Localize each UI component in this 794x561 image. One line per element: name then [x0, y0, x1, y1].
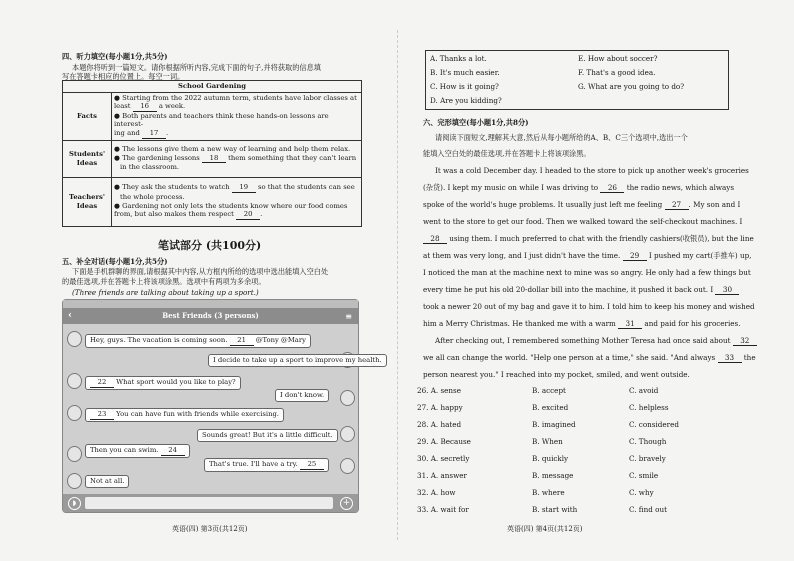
chat-input-bar [63, 494, 358, 512]
avatar-friend-c-3 [67, 473, 82, 489]
chat-message-4: I don't know. [275, 389, 329, 402]
chat-message-3: 22 What sport would you like to play? [85, 376, 241, 390]
blank-27[interactable]: 27 [665, 200, 689, 210]
passage-line-9: took a newer 20 out of my bag and gave it to him. I told him to keep his money and wished [423, 302, 755, 311]
passage-line-7: I noticed the man at the machine next to mine was so angry. He only had a few things but [423, 268, 751, 277]
choice-31-c[interactable]: C. smile [629, 471, 659, 480]
avatar-friend-b-4 [340, 458, 355, 474]
students-ideas-cell: ● The lessons give them a new way of learning and help them relax. ● The gardening lessons 18 them something that they can't learn in the classroom. [112, 140, 362, 177]
blank-32[interactable]: 32 [733, 336, 757, 346]
passage-line-4: went to the store to get our food. Then we walked toward the self-checkout machines. I [423, 217, 743, 226]
avatar-friend-c-2 [67, 405, 82, 421]
option-a: A. Thanks a lot. [430, 54, 487, 63]
page-footer-left: 英语(四) 第3页(共12页) [172, 525, 248, 533]
blank-28[interactable]: 28 [423, 234, 447, 244]
section6-instruction-line1: 请阅读下面短文,理解其大意,然后从每小题所给的A、B、C三个选项中,选出一个 [435, 133, 688, 142]
choice-28-a[interactable]: 28. A. hated [417, 420, 462, 429]
choice-32-b[interactable]: B. where [532, 488, 565, 497]
section6-title: 六、完形填空(每小题1分,共8分) [423, 118, 529, 127]
passage-line-1: It was a cold December day. I headed to the store to pick up another week's groceries [435, 166, 749, 175]
passage-line-11: After checking out, I remembered something Mother Teresa had once said about 32 [435, 336, 757, 346]
dialogue-options-box [425, 50, 729, 110]
table-title: School Gardening [63, 81, 362, 93]
avatar-friend-b-3 [340, 426, 355, 442]
avatar-friend-a [67, 331, 82, 347]
section4-instruction-line2: 写在答题卡相应的位置上。每空一词。 [62, 72, 185, 81]
section5-instruction-line1: 下面是手机群聊的界面,请根据其中内容,从方框内所给的选项中选出能填入空白处 [72, 267, 329, 276]
facts-cell: ● Starting from the 2022 autumn term, students have labor classes at least 16 a week. ● Both parents and teachers think these hands-on lessons are interest- ing and 17 . [112, 92, 362, 140]
choice-29-a[interactable]: 29. A. Because [417, 437, 471, 446]
school-gardening-table [62, 80, 362, 227]
choice-29-b[interactable]: B. When [532, 437, 563, 446]
choice-26-b[interactable]: B. accept [532, 386, 566, 395]
passage-line-12: we all can change the world. "Help one person at a time," she said. "And always 33 the [423, 353, 756, 362]
blank-20[interactable]: 20 [236, 210, 260, 220]
choice-27-b[interactable]: B. excited [532, 403, 569, 412]
blank-23[interactable]: 23 [90, 410, 114, 420]
passage-line-3: spoke of the world's huge problems. It usually just left me feeling 27 . My son and I [423, 200, 741, 209]
choice-30-b[interactable]: B. quickly [532, 454, 569, 463]
choice-31-b[interactable]: B. message [532, 471, 574, 480]
chat-message-2: I decide to take up a sport to improve my health. [208, 354, 387, 367]
option-g: G. What are you going to do? [578, 82, 685, 91]
blank-18[interactable]: 18 [202, 154, 226, 164]
choice-28-c[interactable]: C. considered [629, 420, 679, 429]
plus-icon[interactable]: + [340, 497, 353, 510]
written-part-heading: 笔试部分 (共100分) [158, 239, 262, 252]
choice-29-c[interactable]: C. Though [629, 437, 667, 446]
choice-31-a[interactable]: 31. A. answer [417, 471, 467, 480]
blank-31[interactable]: 31 [618, 319, 642, 329]
option-f: F. That's a good idea. [578, 68, 656, 77]
blank-26[interactable]: 26 [600, 183, 624, 193]
passage-line-10: him a Merry Christmas. He thanked me with a warm 31 and paid for his groceries. [423, 319, 741, 328]
choice-30-c[interactable]: C. bravely [629, 454, 666, 463]
facts-label: Facts [63, 92, 112, 140]
section6-instruction-line2: 能填入空白处的最佳选项,并在答题卡上将该项涂黑。 [423, 149, 591, 158]
blank-16[interactable]: 16 [133, 102, 157, 112]
teachers-ideas-cell: ● They ask the students to watch 19 so that the students can see the whole process. ● Gardening not only lets the students know where our food comes from, but also makes them respect 20 . [112, 177, 362, 226]
passage-line-2: (杂货). I kept my music on while I was driving to 26 the radio news, which always [423, 183, 735, 192]
blank-29[interactable]: 29 [623, 251, 647, 261]
avatar-friend-b-2 [340, 390, 355, 406]
blank-25[interactable]: 25 [300, 460, 324, 470]
passage-line-5: 28 using them. I much preferred to chat with the friendly cashiers(收银员), but the line [423, 234, 754, 244]
choice-33-a[interactable]: 33. A. wait for [417, 505, 469, 514]
choice-32-c[interactable]: C. why [629, 488, 654, 497]
passage-line-8: every time he put his old 20-dollar bill into the machine, it pushed it back out. I 30 [423, 285, 739, 295]
choice-32-a[interactable]: 32. A. how [417, 488, 456, 497]
voice-icon[interactable]: ◗ [68, 497, 81, 510]
status-bar [63, 300, 358, 308]
choice-28-b[interactable]: B. imagined [532, 420, 576, 429]
section5-title: 五、补全对话(每小题1分,共5分) [62, 257, 168, 266]
blank-21[interactable]: 21 [230, 336, 254, 346]
page-footer-right: 英语(四) 第4页(共12页) [507, 525, 583, 533]
section4-title: 四、听力填空(每小题1分,共5分) [62, 52, 168, 61]
teachers-ideas-label: Teachers' Ideas [63, 177, 112, 226]
choice-30-a[interactable]: 30. A. secretly [417, 454, 470, 463]
choice-26-c[interactable]: C. avoid [629, 386, 659, 395]
blank-33[interactable]: 33 [718, 353, 742, 363]
students-ideas-label: Students' Ideas [63, 140, 112, 177]
passage-line-13: person nearest you." I reached into my pocket, smiled, and went outside. [423, 370, 690, 379]
choice-33-b[interactable]: B. start with [532, 505, 578, 514]
blank-19[interactable]: 19 [232, 183, 256, 193]
choice-33-c[interactable]: C. find out [629, 505, 667, 514]
option-e: E. How about soccer? [578, 54, 658, 63]
right-page [397, 0, 794, 561]
chat-message-5: 23 You can have fun with friends while exercising. [85, 408, 284, 422]
choice-27-a[interactable]: 27. A. happy [417, 403, 463, 412]
chat-message-6: Sounds great! But it's a little difficult. [197, 429, 338, 442]
blank-17[interactable]: 17 [142, 129, 166, 139]
blank-22[interactable]: 22 [90, 378, 114, 388]
chat-message-1: Hey, guys. The vacation is coming soon. 21 @Tony @Mary [85, 334, 311, 348]
section5-context: (Three friends are talking about taking up a sport.) [72, 288, 259, 297]
avatar-friend-c [67, 373, 82, 389]
blank-30[interactable]: 30 [715, 285, 739, 295]
chat-message-9: Not at all. [85, 475, 129, 488]
chat-message-8: That's true. I'll have a try. 25 [204, 458, 329, 472]
avatar-friend-a-2 [67, 446, 82, 462]
option-d: D. Are you kidding? [430, 96, 502, 105]
choice-27-c[interactable]: C. helpless [629, 403, 669, 412]
passage-line-6: at them was very long, and I just didn't have the time. 29 I pushed my cart(手推车) up, [423, 251, 752, 260]
back-arrow-icon[interactable]: ‹ [68, 310, 72, 321]
menu-icon[interactable]: ≡ [345, 311, 352, 321]
option-b: B. It's much easier. [430, 68, 500, 77]
chat-message-7: Then you can swim. 24 [85, 444, 190, 458]
choice-26-a[interactable]: 26. A. sense [417, 386, 461, 395]
phone-chat-screenshot [62, 299, 382, 513]
option-c: C. How is it going? [430, 82, 499, 91]
section5-instruction-line2: 的最佳选项,并在答题卡上将该项涂黑。选项中有两项为多余项。 [62, 277, 266, 286]
chat-title: Best Friends (3 persons) [162, 311, 259, 320]
message-input[interactable] [85, 497, 333, 509]
section4-instruction-line1: 本题你将听到一篇短文。请你根据所听内容,完成下面的句子,并将获取的信息填 [72, 63, 321, 72]
chat-header [63, 308, 358, 324]
blank-24[interactable]: 24 [161, 446, 185, 456]
